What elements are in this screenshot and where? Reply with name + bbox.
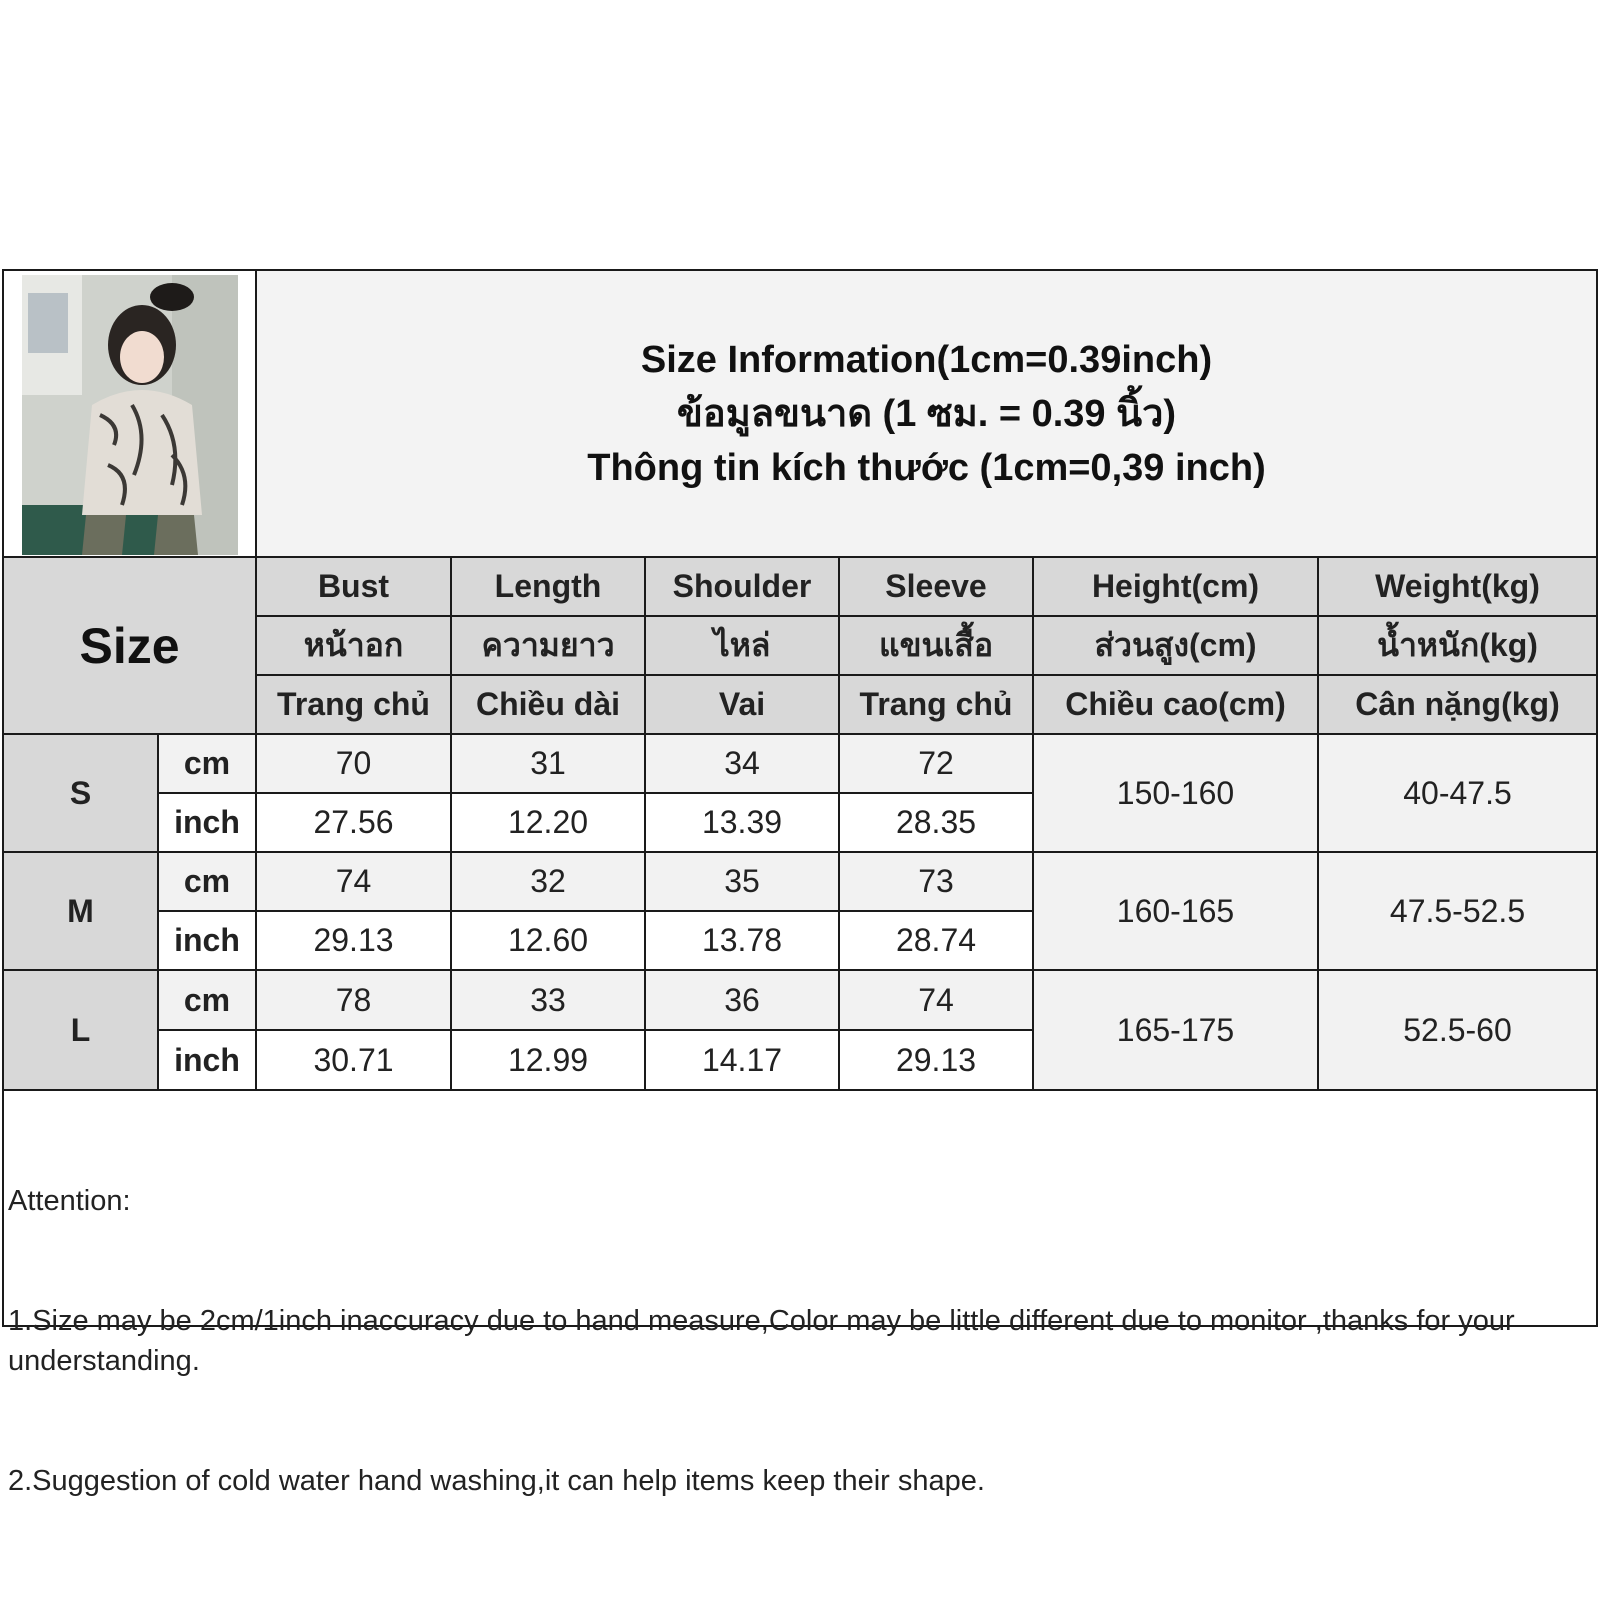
size-header-label: Size <box>79 617 180 674</box>
m-length-inch: 12.60 <box>452 912 644 969</box>
attention-notes <box>8 1101 1596 1497</box>
col-weight-th: น้ำหนัก(kg) <box>1319 617 1596 674</box>
s-weight: 40-47.5 <box>1319 735 1596 851</box>
m-sleeve-cm: 73 <box>840 853 1032 910</box>
col-shoulder-en: Shoulder <box>646 558 838 615</box>
l-bust-cm: 78 <box>257 971 450 1029</box>
unit-cm: cm <box>159 735 255 792</box>
s-shoulder-inch: 13.39 <box>646 794 838 851</box>
m-weight: 47.5-52.5 <box>1319 853 1596 969</box>
col-length-vi: Chiều dài <box>452 676 644 733</box>
product-photo <box>22 275 238 555</box>
col-weight-vi: Cân nặng(kg) <box>1319 676 1596 733</box>
col-height-vi: Chiều cao(cm) <box>1034 676 1317 733</box>
l-weight: 52.5-60 <box>1319 971 1596 1089</box>
col-height-th: ส่วนสูง(cm) <box>1034 617 1317 674</box>
col-bust-vi: Trang chủ <box>257 676 450 733</box>
s-sleeve-inch: 28.35 <box>840 794 1032 851</box>
title-vietnamese: Thông tin kích thước (1cm=0,39 inch) <box>587 446 1266 489</box>
unit-cm: cm <box>159 853 255 910</box>
size-s: S <box>4 735 157 851</box>
m-shoulder-cm: 35 <box>646 853 838 910</box>
size-header <box>4 558 255 733</box>
col-bust-th: หน้าอก <box>257 617 450 674</box>
s-sleeve-cm: 72 <box>840 735 1032 792</box>
unit-cm: cm <box>159 971 255 1029</box>
l-sleeve-inch: 29.13 <box>840 1031 1032 1089</box>
m-shoulder-inch: 13.78 <box>646 912 838 969</box>
s-height: 150-160 <box>1034 735 1317 851</box>
unit-inch: inch <box>159 794 255 851</box>
size-m: M <box>4 853 157 969</box>
l-shoulder-cm: 36 <box>646 971 838 1029</box>
s-length-cm: 31 <box>452 735 644 792</box>
model-image <box>22 275 238 555</box>
col-shoulder-th: ไหล่ <box>646 617 838 674</box>
m-length-cm: 32 <box>452 853 644 910</box>
s-bust-inch: 27.56 <box>257 794 450 851</box>
l-length-cm: 33 <box>452 971 644 1029</box>
col-sleeve-en: Sleeve <box>840 558 1032 615</box>
col-length-en: Length <box>452 558 644 615</box>
col-height-en: Height(cm) <box>1034 558 1317 615</box>
unit-inch: inch <box>159 1031 255 1089</box>
m-height: 160-165 <box>1034 853 1317 969</box>
title-block <box>257 271 1596 556</box>
notes-line-2: 2.Suggestion of cold water hand washing,it can help items keep their shape. <box>8 1465 985 1497</box>
m-bust-cm: 74 <box>257 853 450 910</box>
l-height: 165-175 <box>1034 971 1317 1089</box>
l-length-inch: 12.99 <box>452 1031 644 1089</box>
size-l: L <box>4 971 157 1089</box>
col-weight-en: Weight(kg) <box>1319 558 1596 615</box>
unit-inch: inch <box>159 912 255 969</box>
m-sleeve-inch: 28.74 <box>840 912 1032 969</box>
l-shoulder-inch: 14.17 <box>646 1031 838 1089</box>
notes-heading: Attention: <box>8 1185 131 1217</box>
l-bust-inch: 30.71 <box>257 1031 450 1089</box>
title-english: Size Information(1cm=0.39inch) <box>640 338 1213 381</box>
col-sleeve-vi: Trang chủ <box>840 676 1032 733</box>
title-thai: ข้อมูลขนาด (1 ซม. = 0.39 นิ้ว) <box>676 392 1177 435</box>
col-sleeve-th: แขนเสื้อ <box>840 617 1032 674</box>
col-bust-en: Bust <box>257 558 450 615</box>
s-shoulder-cm: 34 <box>646 735 838 792</box>
m-bust-inch: 29.13 <box>257 912 450 969</box>
notes-line-1: 1.Size may be 2cm/1inch inaccuracy due to hand measure,Color may be little different due to monitor ,thanks for your understanding. <box>8 1305 1523 1377</box>
size-chart <box>2 269 1598 1497</box>
col-length-th: ความยาว <box>452 617 644 674</box>
s-length-inch: 12.20 <box>452 794 644 851</box>
s-bust-cm: 70 <box>257 735 450 792</box>
l-sleeve-cm: 74 <box>840 971 1032 1029</box>
col-shoulder-vi: Vai <box>646 676 838 733</box>
